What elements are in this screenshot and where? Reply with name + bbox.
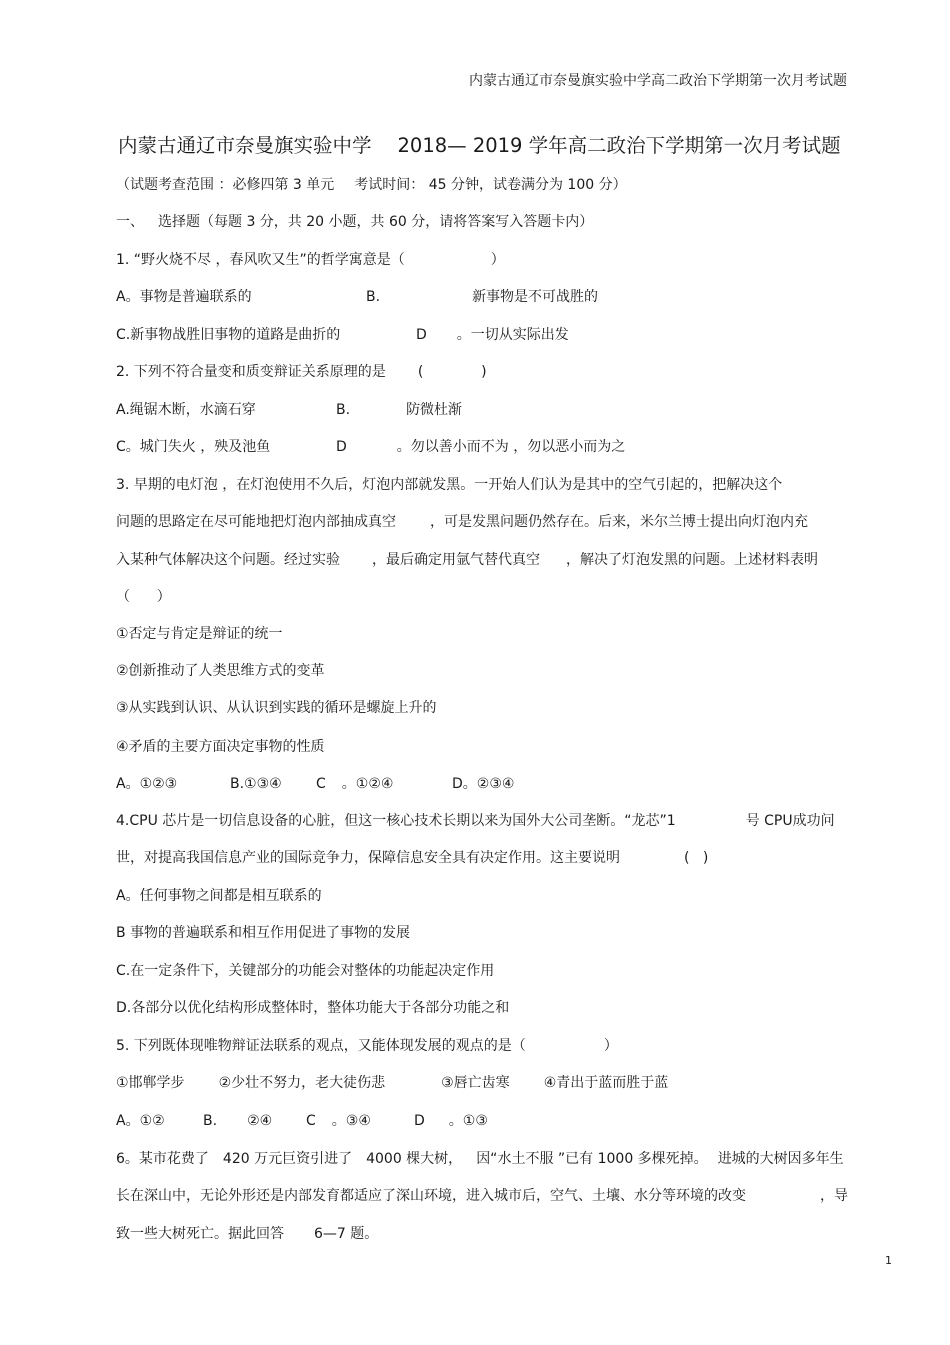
q5-stem [116, 1037, 618, 1055]
q6-stem-line-3b: 6—7 题。 [314, 1226, 379, 1242]
q6-stem-line-2a: 长在深山中，无论外形还是内部发育都适应了深山环境，进入城市后，空气、土壤、水分等环境的改变 [116, 1188, 746, 1204]
q4-paren: ( ) [684, 850, 709, 866]
q4-stem-line-1b: 号 CPU成功问 [745, 813, 835, 829]
q1-option-b-label: B. [366, 289, 381, 305]
section-number: 一、 [116, 214, 144, 230]
q3-paren: （ ） [116, 589, 171, 605]
q4-option-a: A。任何事物之间都是相互联系的 [116, 888, 322, 904]
q3-stem-line-3a: 入某种气体解决这个问题。经过实验 [116, 552, 340, 568]
q2-option-c: C。城门失火 ，殃及池鱼 [116, 439, 271, 455]
q4-option-b: B 事物的普遍联系和相互作用促进了事物的发展 [116, 925, 411, 941]
page-number: 1 [885, 1254, 892, 1267]
q2-option-b [336, 401, 462, 419]
q6-stem-line-1d: 因“水土不服 ”已有 1000 多棵死掉。 [476, 1151, 708, 1167]
q4-stem-line-1 [116, 812, 835, 830]
exam-info [116, 176, 627, 194]
q6-stem-line-3 [116, 1225, 378, 1243]
q2-option-b-text: 防微杜渐 [406, 402, 463, 418]
q1-option-d-text: 。一切从实际出发 [456, 327, 569, 343]
q1-option-b [366, 288, 598, 306]
q5-statement-3: ③唇亡齿寒 [441, 1075, 510, 1091]
q5-stem-text: 5. 下列既体现唯物辩证法联系的观点，又能体现发展的观点的是（ [116, 1038, 526, 1054]
q3-option-a: A。①②③ [116, 776, 178, 792]
page-title [118, 130, 841, 158]
q1-option-d-label: D [416, 327, 427, 343]
q4-stem-line-2 [116, 849, 708, 867]
running-header: 内蒙古通辽市奈曼旗实验中学高二政治下学期第一次月考试题 [469, 73, 847, 89]
q5-option-d-text: 。①③ [448, 1113, 488, 1129]
q3-option-d: D。②③④ [452, 776, 515, 792]
q6-stem-line-1 [116, 1150, 844, 1168]
exam-scope: （试题考查范围 ：必修四第 3 单元 [116, 177, 335, 193]
q6-stem-line-2b: ，导 [820, 1188, 848, 1204]
q5-option-a: A。①② [116, 1113, 165, 1129]
q1-stem [116, 251, 505, 269]
q4-option-c: C.在一定条件下，关键部分的功能会对整体的功能起决定作用 [116, 963, 495, 979]
q3-stem-line-3b: ，最后确定用氩气替代真空 [372, 552, 540, 568]
q2-option-d-label: D [336, 439, 347, 455]
q3-stem-line-1: 3. 早期的电灯泡 ，在灯泡使用不久后，灯泡内部就发黑。一开始人们认为是其中的空气引起的，把解决这个 [116, 477, 783, 493]
q6-stem-line-1b: 420 万元巨资引进了 [222, 1151, 353, 1167]
q5-statements [116, 1074, 668, 1092]
title-school: 内蒙古通辽市奈曼旗实验中学 [118, 134, 372, 157]
q3-option-b: B.①③④ [230, 776, 282, 792]
q4-stem-line-2-text: 世，对提高我国信息产业的国际竞争力，保障信息安全具有决定作用。这主要说明 [116, 850, 620, 866]
q3-statement-4: ④矛盾的主要方面决定事物的性质 [116, 739, 325, 755]
title-term: 2018— 2019 学年高二政治下学期第一次月考试题 [397, 134, 841, 157]
q4-option-d: D.各部分以优化结构形成整体时，整体功能大于各部分功能之和 [116, 1000, 510, 1016]
q5-option-c-text: 。③④ [331, 1113, 371, 1129]
q3-stem-line-2a: 问题的思路定在尽可能地把灯泡内部抽成真空 [116, 514, 396, 530]
q5-statement-4: ④青出于蓝而胜于蓝 [543, 1075, 669, 1091]
q2-stem [116, 363, 487, 381]
q2-option-d-text: 。勿以善小而不为 ，勿以恶小而为之 [396, 439, 626, 455]
q5-statement-2: ②少壮不努力，老大徒伤悲 [218, 1075, 386, 1091]
q3-stem-line-3c: ，解决了灯泡发黑的问题。上述材料表明 [566, 552, 818, 568]
q3-statement-1: ①否定与肯定是辩证的统一 [116, 626, 283, 642]
section-instructions: 选择题（每题 3 分，共 20 小题，共 60 分，请将答案写入答题卡内） [158, 214, 594, 230]
q1-option-d [416, 326, 569, 344]
q3-statement-3: ③从实践到认识、从认识到实践的循环是螺旋上升的 [116, 700, 437, 716]
q6-stem-line-3a: 致一些大树死亡。据此回答 [116, 1226, 284, 1242]
q5-option-d [414, 1112, 488, 1130]
q2-option-d [336, 438, 625, 456]
q1-option-c: C.新事物战胜旧事物的道路是曲折的 [116, 327, 341, 343]
q1-option-b-text: 新事物是不可战胜的 [472, 289, 599, 305]
q1-stem-text: 1. “野火烧不尽 ，春风吹又生”的哲学寓意是（ [116, 252, 405, 268]
q6-stem-line-1a: 6。某市花费了 [116, 1151, 209, 1167]
q5-option-b-text: ②④ [247, 1113, 273, 1129]
q1-option-a: A。事物是普遍联系的 [116, 289, 252, 305]
q2-stem-text: 2. 下列不符合量变和质变辩证关系原理的是 [116, 364, 386, 380]
q5-statement-1: ①邯郸学步 [116, 1075, 185, 1091]
q5-option-c-label: C [306, 1113, 316, 1129]
q6-stem-line-1e: 进城的大树因多年生 [717, 1151, 844, 1167]
q3-option-c [316, 775, 393, 793]
q3-option-c-label: C [316, 776, 326, 792]
q5-option-d-label: D [414, 1113, 425, 1129]
q3-stem-line-2b: ，可是发黑问题仍然存在。后来，米尔兰博士提出向灯泡内充 [430, 514, 808, 530]
q2-paren: ( ) [417, 364, 487, 380]
section-heading [116, 213, 593, 231]
q5-option-c [306, 1112, 371, 1130]
q3-option-c-text: 。①②④ [341, 776, 394, 792]
q1-paren: ） [490, 252, 505, 268]
q4-stem-line-1a: 4.CPU 芯片是一切信息设备的心脏，但这一核心技术长期以来为国外大公司垄断。“龙芯”1 [116, 813, 676, 829]
q3-statement-2: ②创新推动了人类思维方式的变革 [116, 663, 325, 679]
q5-paren: ） [603, 1038, 618, 1054]
q6-stem-line-1c: 4000 棵大树， [366, 1151, 463, 1167]
q3-stem-line-3 [116, 551, 818, 569]
q2-option-a: A.绳锯木断，水滴石穿 [116, 402, 256, 418]
q3-stem-line-2 [116, 513, 808, 531]
q2-option-b-label: B. [336, 402, 351, 418]
exam-time: 考试时间： 45 分钟，试卷满分为 100 分） [354, 177, 627, 193]
q5-option-b [203, 1112, 272, 1130]
q6-stem-line-2 [116, 1187, 848, 1205]
q5-option-b-label: B. [203, 1113, 218, 1129]
